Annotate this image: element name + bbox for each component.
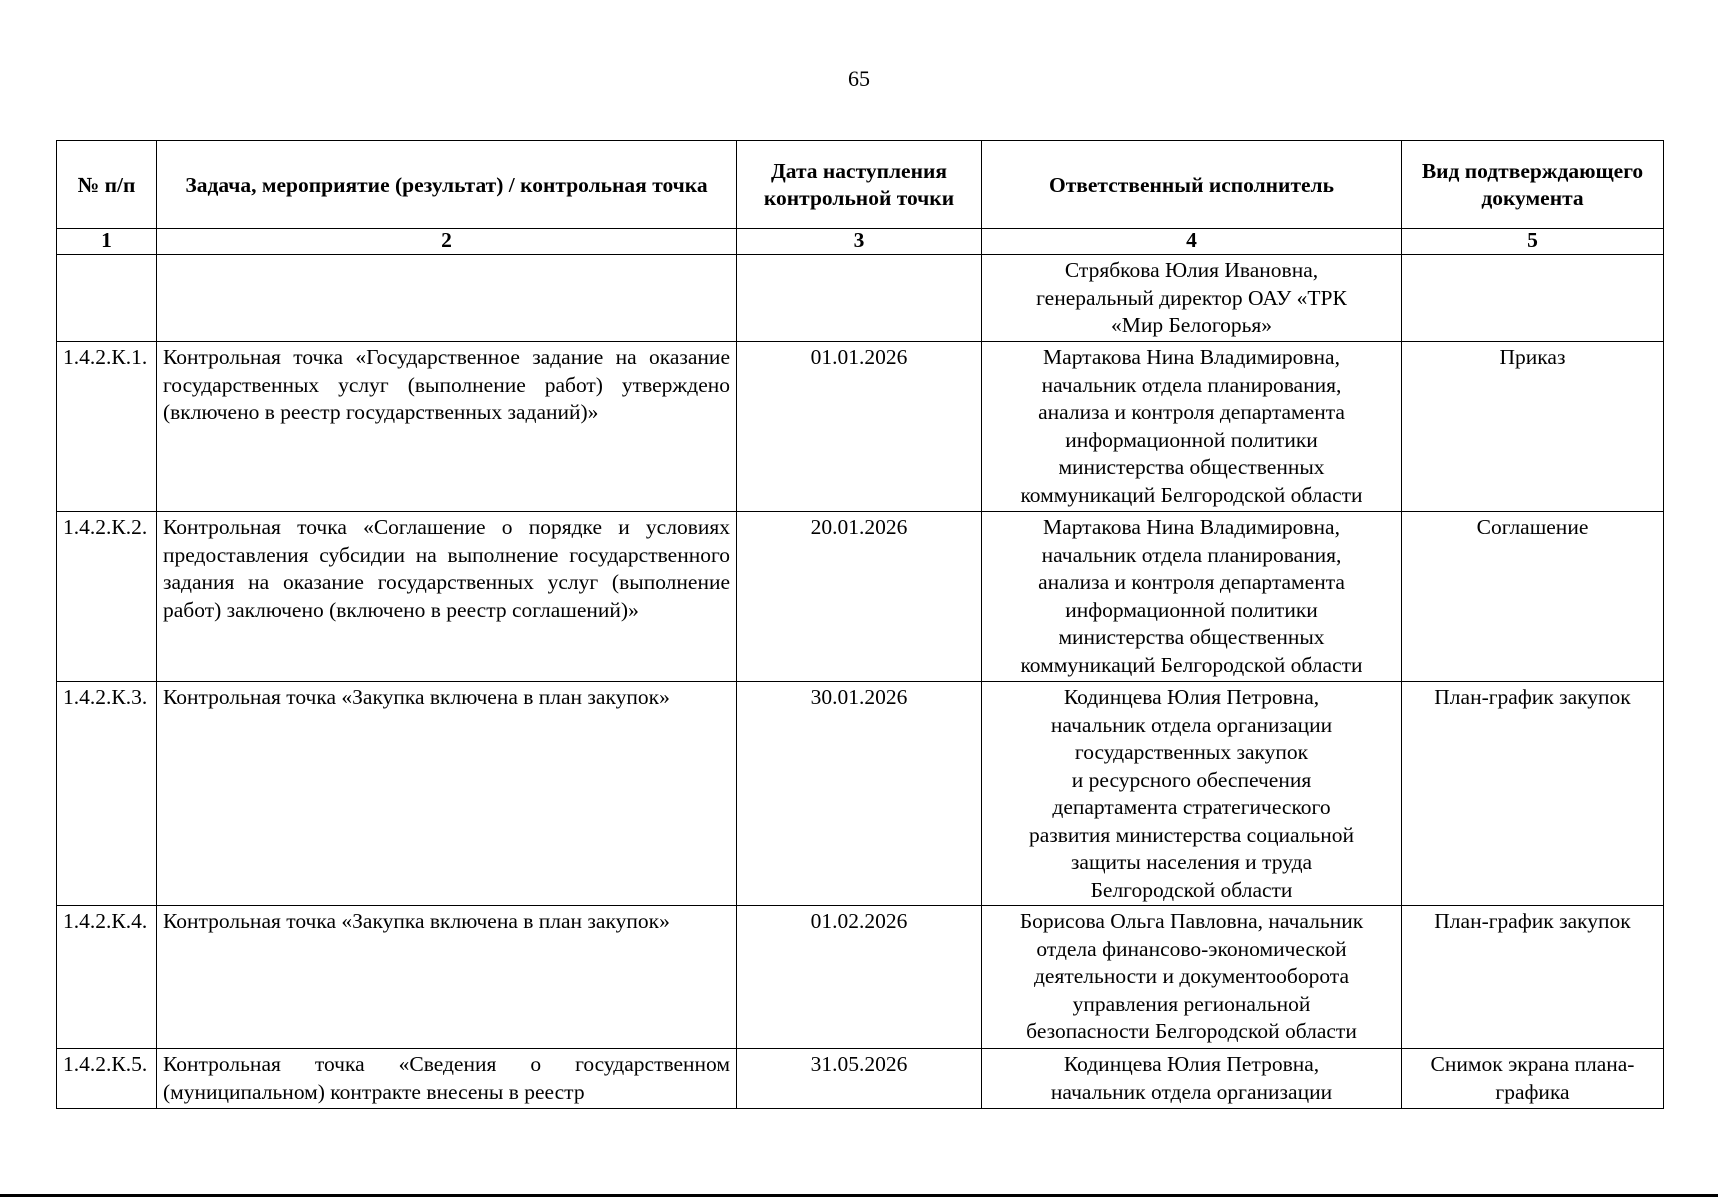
responsible-line: министерства общественных [1058, 625, 1325, 649]
column-number-row [57, 229, 1664, 255]
responsible-executor [982, 342, 1402, 512]
responsible-line: департамента стратегического [1052, 795, 1331, 819]
task-text [157, 255, 737, 342]
column-number: 2 [157, 229, 737, 255]
control-date [737, 255, 982, 342]
row-number [57, 255, 157, 342]
page-number: 65 [848, 66, 870, 91]
column-number: 5 [1402, 229, 1664, 255]
column-number: 3 [737, 229, 982, 255]
control-date: 30.01.2026 [737, 682, 982, 906]
table-row [57, 512, 1664, 682]
responsible-line: Мартакова Нина Владимировна, [1043, 345, 1340, 369]
document-type: Снимок экрана плана-графика [1402, 1049, 1664, 1109]
responsible-line: деятельности и документооборота [1033, 964, 1349, 988]
column-number: 4 [982, 229, 1402, 255]
task-text: Контрольная точка «Закупка включена в план закупок» [157, 906, 737, 1049]
responsible-line: анализа и контроля департамента [1038, 400, 1345, 424]
row-number: 1.4.2.К.1. [57, 342, 157, 512]
task-text: Контрольная точка «Сведения о государственном (муниципальном) контракте внесены в реестр [157, 1049, 737, 1109]
column-number: 1 [57, 229, 157, 255]
control-date: 31.05.2026 [737, 1049, 982, 1109]
responsible-line: информационной политики [1065, 597, 1318, 622]
responsible-line: отдела финансово-экономической [1036, 936, 1347, 961]
control-points-table [56, 140, 1664, 1109]
header-num: № п/п [57, 141, 157, 229]
task-text: Контрольная точка «Закупка включена в план закупок» [157, 682, 737, 906]
task-text: Контрольная точка «Государственное задание на оказание государственных услуг (выполнение работ) утверждено (включено в реестр государственных заданий)» [157, 342, 737, 512]
responsible-line: государственных закупок [1074, 740, 1309, 764]
header-date: Дата наступления контрольной точки [737, 141, 982, 229]
task-text: Контрольная точка «Соглашение о порядке и условиях предоставления субсидии на выполнение государственного задания на оказание государственных услуг (выполнение работ) заключено (включено в реестр соглашений)» [157, 512, 737, 682]
responsible-line: начальник отдела организации [1050, 1079, 1333, 1104]
responsible-line: «Мир Белогорья» [1110, 313, 1273, 337]
document-type: Приказ [1402, 342, 1664, 512]
responsible-line: генеральный директор ОАУ «ТРК [1036, 285, 1347, 310]
responsible-executor [982, 255, 1402, 342]
document-type [1402, 255, 1664, 342]
row-number: 1.4.2.К.4. [57, 906, 157, 1049]
responsible-line: коммуникаций Белгородской области [1020, 482, 1363, 507]
table-row [57, 1049, 1664, 1109]
page-bottom-edge [0, 1194, 1718, 1197]
responsible-line: начальник отдела планирования, [1041, 542, 1342, 567]
table-row [57, 682, 1664, 906]
row-number: 1.4.2.К.2. [57, 512, 157, 682]
table-row [57, 342, 1664, 512]
responsible-line: информационной политики [1065, 427, 1318, 452]
responsible-line: министерства общественных [1058, 455, 1325, 479]
header-doc-type: Вид подтверждающего документа [1402, 141, 1664, 229]
table-row [57, 906, 1664, 1049]
responsible-line: Мартакова Нина Владимировна, [1043, 515, 1340, 539]
responsible-executor [982, 512, 1402, 682]
control-date: 01.01.2026 [737, 342, 982, 512]
header-responsible: Ответственный исполнитель [982, 141, 1402, 229]
responsible-line: безопасности Белгородской области [1026, 1019, 1357, 1043]
responsible-line: Кодинцева Юлия Петровна, [1063, 685, 1320, 709]
header-task: Задача, мероприятие (результат) / контрольная точка [157, 141, 737, 229]
responsible-executor [982, 682, 1402, 906]
row-number: 1.4.2.К.5. [57, 1049, 157, 1109]
table-header-row [57, 141, 1664, 229]
document-type: План-график закупок [1402, 682, 1664, 906]
responsible-line: коммуникаций Белгородской области [1020, 652, 1363, 677]
responsible-line: и ресурсного обеспечения [1071, 767, 1312, 792]
responsible-executor [982, 906, 1402, 1049]
document-type: Соглашение [1402, 512, 1664, 682]
responsible-line: начальник отдела планирования, [1041, 372, 1342, 397]
table-row [57, 255, 1664, 342]
control-date: 20.01.2026 [737, 512, 982, 682]
responsible-line: анализа и контроля департамента [1038, 570, 1345, 594]
responsible-line: Борисова Ольга Павловна, начальник [1019, 909, 1364, 933]
responsible-line: Белгородской области [1090, 877, 1293, 902]
responsible-line: управления региональной [1072, 991, 1311, 1016]
document-type: План-график закупок [1402, 906, 1664, 1049]
responsible-line: Стрябкова Юлия Ивановна, [1064, 258, 1319, 282]
responsible-line: защиты населения и труда [1070, 850, 1313, 874]
responsible-line: развития министерства социальной [1028, 822, 1355, 847]
row-number: 1.4.2.К.3. [57, 682, 157, 906]
responsible-line: начальник отдела организации [1050, 712, 1333, 737]
control-date: 01.02.2026 [737, 906, 982, 1049]
responsible-line: Кодинцева Юлия Петровна, [1063, 1052, 1320, 1076]
responsible-executor [982, 1049, 1402, 1109]
